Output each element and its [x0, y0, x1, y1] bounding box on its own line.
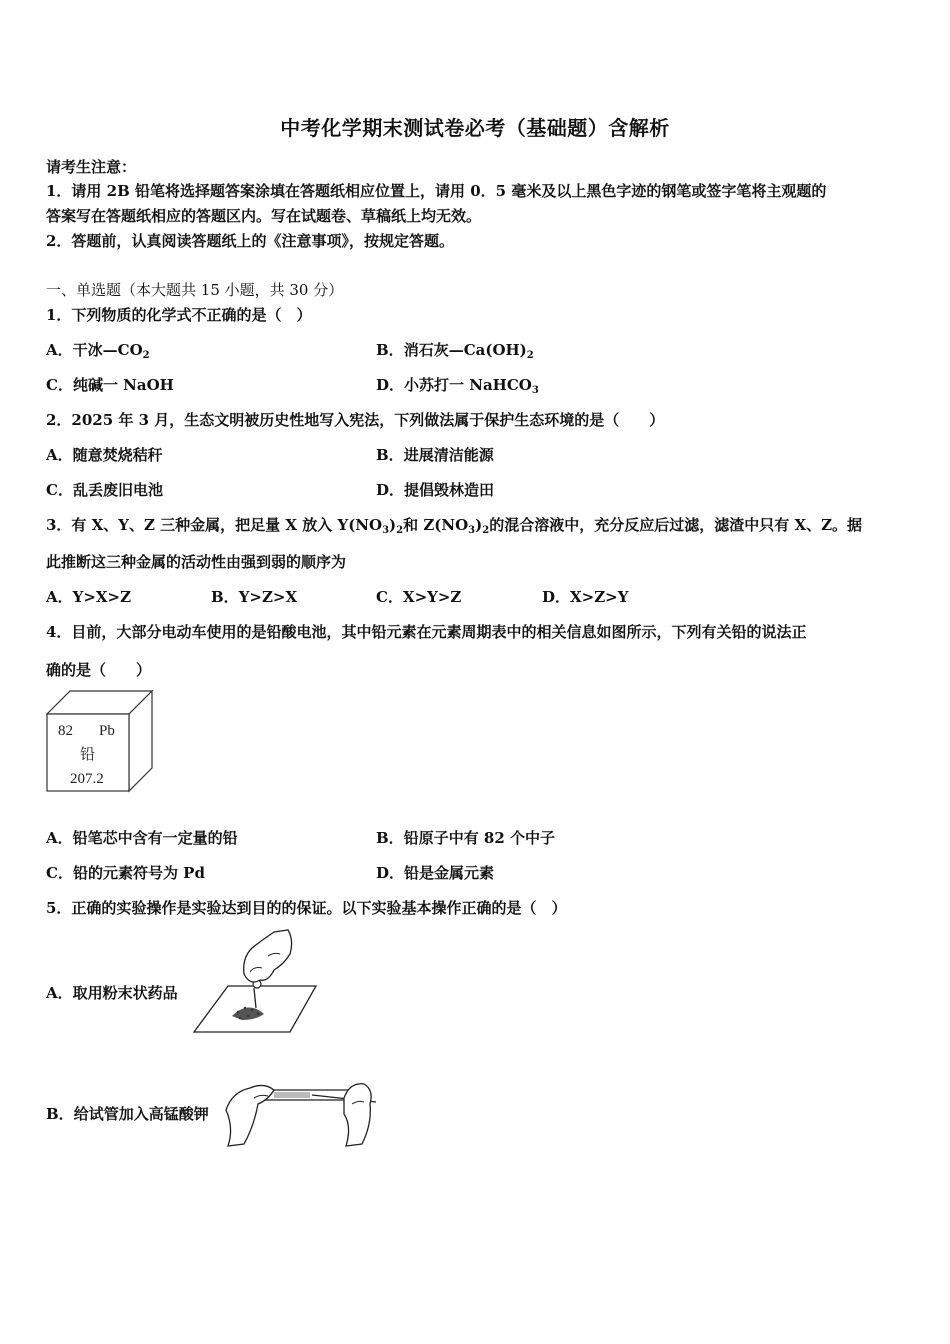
option-text: 消石灰—Ca(OH) [403, 341, 527, 359]
option-key: D． [376, 864, 405, 882]
option-key: C． [46, 481, 73, 499]
question-3-stem-b: 此推断这三种金属的活动性由强到弱的顺序为 [46, 553, 347, 571]
option-key: D． [376, 481, 405, 499]
option-text: 铅笔芯中含有一定量的铅 [72, 829, 238, 847]
option-key: B． [376, 341, 404, 359]
option-text: 取用粉末状药品 [72, 984, 178, 1002]
test-tube-illustration [224, 1074, 380, 1150]
option-key: B． [376, 446, 404, 464]
q2-option-b [376, 444, 494, 465]
q1-option-a [46, 339, 150, 360]
question-1-stem: 1．下列物质的化学式不正确的是（ ） [46, 306, 312, 324]
q4-option-c [46, 862, 205, 883]
question-3-stem-a [46, 514, 862, 535]
option-text: 铅的元素符号为 Pd [72, 864, 205, 882]
option-key: D． [542, 588, 571, 606]
option-key: C． [376, 588, 403, 606]
powder-taking-illustration [190, 928, 322, 1036]
notice-item-2: 2．答题前，认真阅读答题纸上的《注意事项》，按规定答题。 [46, 232, 454, 250]
notice-item-1b: 答案写在答题纸相应的答题区内。写在试题卷、草稿纸上均无效。 [46, 207, 482, 225]
question-4-stem-a: 4．目前，大部分电动车使用的是铅酸电池，其中铅元素在元素周期表中的相关信息如图所示，下列有关铅的说法正 [46, 623, 807, 641]
q4-option-a [46, 827, 238, 848]
option-key: B． [46, 1105, 74, 1123]
option-key: C． [46, 864, 73, 882]
subscript: 2 [396, 525, 404, 536]
option-text: 干冰—CO [72, 341, 143, 359]
q1-option-b [376, 339, 534, 360]
stem-part: 3．有 X、Y、Z 三种金属，把足量 X 放入 Y(NO [46, 516, 383, 534]
element-number: 82 [58, 723, 73, 739]
option-text: X>Y>Z [402, 588, 462, 606]
subscript: 2 [142, 350, 150, 361]
option-text: 进展清洁能源 [403, 446, 494, 464]
option-key: A． [46, 829, 73, 847]
page-title: 中考化学期末测试卷必考（基础题）含解析 [280, 116, 670, 140]
section-heading: 一、单选题（本大题共 15 小题，共 30 分） [46, 281, 344, 299]
subscript: 2 [526, 350, 534, 361]
q5-option-a [46, 982, 178, 1003]
option-text: X>Z>Y [570, 588, 629, 606]
question-5-stem: 5．正确的实验操作是实验达到目的的保证。以下实验基本操作正确的是（ ） [46, 899, 567, 917]
option-text: 提倡毁林造田 [404, 481, 495, 499]
option-text: Y>Z>X [238, 588, 298, 606]
option-key: C． [46, 376, 73, 394]
q2-option-a [46, 444, 163, 465]
stem-part: 和 Z(NO [403, 516, 469, 534]
element-mass: 207.2 [70, 771, 104, 787]
option-key: D． [376, 376, 405, 394]
subscript: 3 [468, 525, 476, 536]
option-text: 铅是金属元素 [404, 864, 495, 882]
stem-part: 的混合溶液中，充分反应后过滤，滤渣中只有 X、Z。据 [489, 516, 863, 534]
subscript: 3 [531, 385, 539, 396]
q3-option-a [46, 586, 131, 607]
subscript: 3 [382, 525, 390, 536]
element-name: 铅 [80, 745, 96, 763]
q4-option-b [376, 827, 555, 848]
q2-option-c [46, 479, 163, 500]
q1-option-c [46, 374, 174, 395]
option-key: A． [46, 446, 73, 464]
stem-part: ) [475, 516, 483, 534]
q1-option-d [376, 374, 539, 395]
stem-part: ) [389, 516, 397, 534]
q5-option-b [46, 1103, 209, 1124]
option-key: B． [211, 588, 239, 606]
q3-option-c [376, 586, 461, 607]
option-key: A． [46, 341, 73, 359]
option-text: 小苏打一 NaHCO [404, 376, 532, 394]
option-text: 随意焚烧秸秆 [72, 446, 163, 464]
option-text: 铅原子中有 82 个中子 [403, 829, 556, 847]
element-symbol: Pb [99, 723, 115, 739]
element-card-figure [46, 690, 156, 794]
question-2-stem: 2．2025 年 3 月，生态文明被历史性地写入宪法，下列做法属于保护生态环境的是（ ） [46, 411, 665, 429]
q3-option-d [542, 586, 628, 607]
q2-option-d [376, 479, 494, 500]
option-text: 纯碱一 NaOH [72, 376, 174, 394]
notice-heading: 请考生注意： [46, 158, 137, 176]
subscript: 2 [482, 525, 490, 536]
q3-option-b [211, 586, 297, 607]
notice-item-1a: 1．请用 2B 铅笔将选择题答案涂填在答题纸相应位置上，请用 0．5 毫米及以上黑色字迹的钢笔或签字笔将主观题的 [46, 182, 827, 200]
option-text: Y>X>Z [72, 588, 132, 606]
question-4-stem-b: 确的是（ ） [46, 661, 152, 679]
option-key: B． [376, 829, 404, 847]
q4-option-d [376, 862, 494, 883]
option-key: A． [46, 984, 73, 1002]
option-key: A． [46, 588, 73, 606]
option-text: 给试管加入高锰酸钾 [73, 1105, 209, 1123]
option-text: 乱丢废旧电池 [72, 481, 163, 499]
